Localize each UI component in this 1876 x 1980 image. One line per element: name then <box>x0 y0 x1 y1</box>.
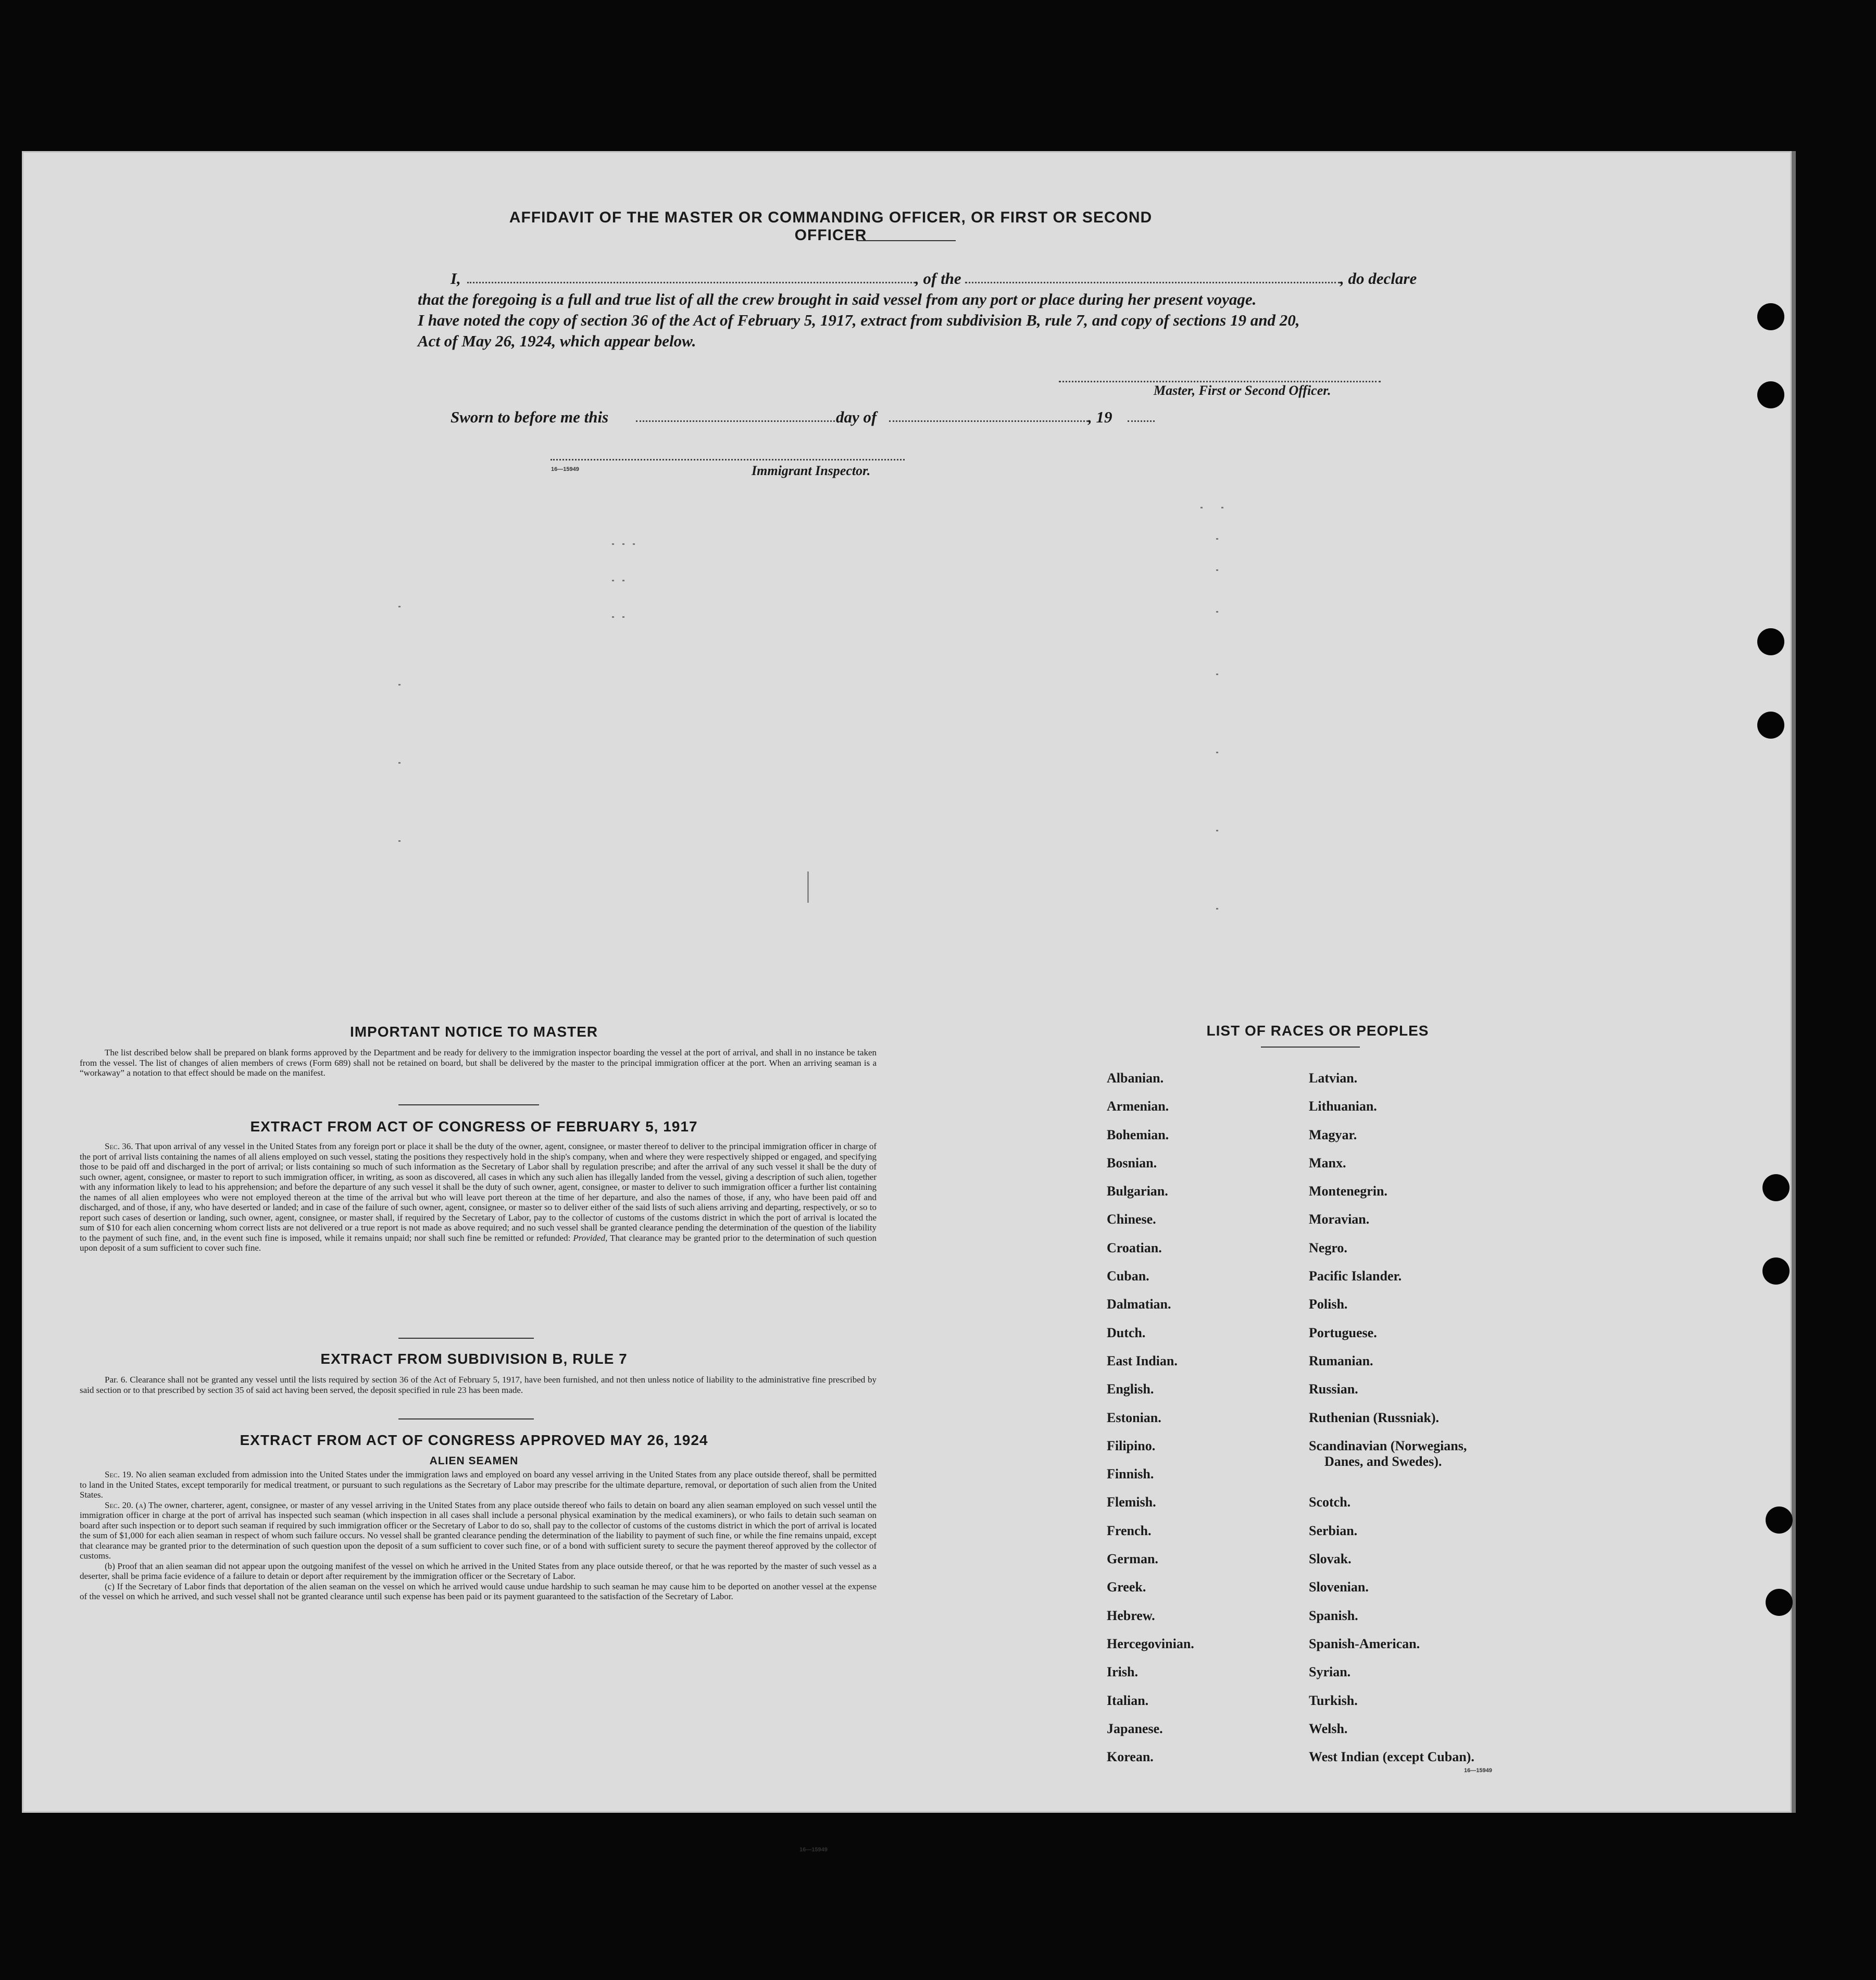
affidavit-line-2: that the foregoing is a full and true list of all the crew brought in said vessel from any port or place during her present voyage. <box>418 290 1257 308</box>
year-blank <box>1128 420 1155 422</box>
master-signature-line <box>1059 381 1381 382</box>
race-item: Negro. <box>1309 1240 1347 1255</box>
race-item: English. <box>1107 1381 1154 1397</box>
race-item: Montenegrin. <box>1309 1184 1387 1199</box>
race-item: Russian. <box>1309 1381 1358 1397</box>
affidavit-line-declare: , do declare <box>1340 269 1417 288</box>
vessel-blank <box>965 282 1340 283</box>
form-code: 16—15949 <box>551 466 579 472</box>
day-of-label: day of <box>836 408 877 426</box>
race-item: Lithuanian. <box>1309 1099 1377 1114</box>
race-item: Turkish. <box>1309 1692 1358 1708</box>
divider <box>398 1338 534 1339</box>
binder-hole <box>1757 712 1784 739</box>
race-item: Greek. <box>1107 1579 1146 1595</box>
race-item: Hebrew. <box>1107 1608 1155 1623</box>
race-item: Italian. <box>1107 1692 1149 1708</box>
races-underline <box>1261 1047 1360 1048</box>
race-item: Ruthenian (Russniak). <box>1309 1410 1439 1425</box>
manifest-sheet <box>22 151 1792 1853</box>
race-item: Polish. <box>1309 1297 1348 1312</box>
race-item: Spanish-American. <box>1309 1636 1420 1651</box>
races-heading: LIST OF RACES OR PEOPLES <box>1206 1023 1429 1039</box>
binder-hole <box>1766 1506 1793 1534</box>
race-item: Bosnian. <box>1107 1155 1157 1170</box>
rule-7-heading: EXTRACT FROM SUBDIVISION B, RULE 7 <box>320 1351 628 1367</box>
binder-hole <box>1762 1257 1790 1285</box>
affidavit-title: AFFIDAVIT OF THE MASTER OR COMMANDING OFFICER, OR FIRST OR SECOND OFFICER <box>509 209 1153 244</box>
sec-36-label: Sec. 36. <box>105 1141 133 1151</box>
race-item: Albanian. <box>1107 1070 1164 1086</box>
title-underline <box>857 240 956 241</box>
affidavit-line-i: I, <box>451 269 461 288</box>
race-item: Rumanian. <box>1309 1353 1373 1368</box>
race-item: East Indian. <box>1107 1353 1178 1368</box>
sworn-day-blank <box>636 420 835 422</box>
binder-hole <box>1762 1174 1790 1201</box>
race-item: Estonian. <box>1107 1410 1161 1425</box>
act-1924-heading: EXTRACT FROM ACT OF CONGRESS APPROVED MAY 26, 1924 <box>240 1432 708 1448</box>
race-item: Croatian. <box>1107 1240 1162 1255</box>
race-item: Cuban. <box>1107 1268 1149 1284</box>
race-item: Finnish. <box>1107 1466 1154 1482</box>
race-item: Spanish. <box>1309 1608 1358 1623</box>
act-1924-text: Sec. 19. No alien seaman excluded from admission into the United States under the immigration laws and employed on board any vessel arriving in the United States from any place outside thereof, shall be permitted to land in the United States, except temporarily for medical treatment, or pursuant to such regulations as the Secretary of Labor may prescribe for the ultimate departure, removal, or deportation of such alien from the United States. Sec. 20. (a) The owner, charterer, agent, consignee, or master of any vessel arriving in the United States from any place outside thereof who fails to detain on board any alien seaman employed on such vessel until the immigration officer in charge at the port of arrival has inspected such seaman (which inspection in all cases shall include a personal physical examination by the medical examiners), or who fails to detain such seaman on board after such inspection or to deport such seaman if required by such immigration officer or the Secretary of Labor to do so, shall pay to the collector of customs of the customs district in which the port of arrival is located the sum of $1,000 for each alien seaman in respect of whom such failure occurs. No vessel shall be granted clearance pending the determination of the liability to payment of such fine, or while the fine remains unpaid, except that clearance may be granted prior to the determination of such question upon the deposit of a sum sufficient to cover such fine, or of a bond with sufficient surety to secure the payment thereof approved by the collector of customs. (b) Proof that an alien seaman did not appear upon the outgoing manifest of the vessel on which he arrived in the United States from any place outside thereof, or that he was reported by the master of such vessel as a deserter, shall be prima facie evidence of a failure to detain or deport after requirement by the immigration officer or the Secretary of Labor. (c) If the Secretary of Labor finds that deportation of the alien seaman on the vessel on which he arrived would cause undue hardship to such seaman he may cause him to be deported on another vessel at the expense of the vessel on which he arrived, and such vessel shall not be granted clearance until such expense has been paid or its payment guaranteed to the satisfaction of the Secretary of Labor. <box>80 1470 877 1601</box>
sheet-edge <box>1792 151 1796 1813</box>
race-item: Scotch. <box>1309 1495 1351 1510</box>
binder-hole <box>1757 303 1784 330</box>
inspector-signature-line <box>551 459 905 460</box>
race-item: Manx. <box>1309 1155 1346 1170</box>
race-item: French. <box>1107 1523 1152 1538</box>
race-item: Slovenian. <box>1309 1579 1369 1595</box>
race-item: Scandinavian (Norwegians, Danes, and Swedes). <box>1309 1438 1467 1469</box>
binder-hole <box>1766 1589 1793 1616</box>
race-item: Japanese. <box>1107 1721 1163 1736</box>
race-item: Chinese. <box>1107 1212 1156 1227</box>
race-item: Moravian. <box>1309 1212 1370 1227</box>
race-item: Welsh. <box>1309 1721 1348 1736</box>
binder-hole <box>1757 628 1784 655</box>
rule-7-text: Par. 6. Clearance shall not be granted any vessel until the lists required by section 36 of the Act of February 5, 1917, have been furnished, and not then unless notice of liability to the administrative fine prescribed by said section or to that prescribed by section 35 of said act having been served, the deposit specified in rule 23 has been made. <box>80 1375 877 1395</box>
race-item: Filipino. <box>1107 1438 1156 1453</box>
act-1917-text: Sec. 36. That upon arrival of any vessel in the United States from any foreign port or place it shall be the duty of the owner, agent, consignee, or master thereof to deliver to the principal immigration officer in charge of the port of arrival lists containing the names of all aliens employed on such vessel, stating the positions they respectively hold in the ship's company, when and where they were respectively shipped or engaged, and specifying those to be paid off and discharged in the port of arrival; or lists containing so much of such information as the Secretary of Labor shall by regulation prescribe; and after the arrival of any such vessel it shall be the duty of such owner, agent, consignee, or master to report to such immigration officer, in writing, as soon as discovered, all cases in which any such alien has illegally landed from the vessel, giving a description of such alien, together with any information likely to lead to his apprehension; and before the departure of any such vessel it shall be the duty of such owner, agent, consignee, or master to deliver to such immigration officer a further list containing the names of all alien employees who were not employed thereon at the time of the arrival but who will leave port thereon at the time of her departure, and also the names of those, if any, who have been paid off and discharged, and of those, if any, who have deserted or landed; and in case of the failure of such owner, agent, consignee, or master so to deliver either of the said lists of such aliens arriving and departing, respectively, or so to report such cases of desertion or landing, such owner, agent, consignee, or master shall, if required by the Secretary of Labor, pay to the collector of customs of the customs district in which the port of arrival is located the sum of $10 for each alien concerning whom correct lists are not delivered or a true report is not made as above required; and no such vessel shall be granted clearance pending the determination of the question of the liability to the payment of such fine, and, in the event such fine is imposed, while it remains unpaid; nor shall such fine be remitted or refunded: Provided, That clearance may be granted prior to the determination of such question upon deposit of a sum sufficient to cover such fine. <box>80 1141 877 1253</box>
binder-hole <box>1757 381 1784 408</box>
affidavit-line-3: I have noted the copy of section 36 of the Act of February 5, 1917, extract from subdivision B, rule 7, and copy of sections 19 and 20, <box>418 311 1300 329</box>
year-label: , 19 <box>1088 408 1112 426</box>
race-item: Latvian. <box>1309 1070 1358 1086</box>
affidavit-line-4: Act of May 26, 1924, which appear below. <box>418 332 696 350</box>
act-1917-heading: EXTRACT FROM ACT OF CONGRESS OF FEBRUARY 5, 1917 <box>250 1118 698 1135</box>
race-item: Portuguese. <box>1309 1325 1377 1340</box>
alien-seamen-subheading: ALIEN SEAMEN <box>429 1455 519 1467</box>
race-item: Korean. <box>1107 1749 1154 1765</box>
race-item: German. <box>1107 1551 1158 1567</box>
race-item: Slovak. <box>1309 1551 1352 1567</box>
race-item: Serbian. <box>1309 1523 1358 1538</box>
race-item: Dalmatian. <box>1107 1297 1171 1312</box>
race-item: Dutch. <box>1107 1325 1146 1340</box>
name-blank <box>467 282 915 283</box>
notice-heading: IMPORTANT NOTICE TO MASTER <box>349 1024 598 1040</box>
divider <box>398 1104 539 1105</box>
month-blank <box>889 420 1088 422</box>
notice-text: The list described below shall be prepared on blank forms approved by the Department and be ready for delivery to the immigration inspector boarding the vessel at the port of arrival, and shall in no instance be taken from the vessel. The list of changes of alien members of crews (Form 689) shall not be retained on board, but shall be delivered by the master to the principal immigration officer at the port. When an arriving seaman is a “workaway” a notation to that effect should be made on the manifest. <box>80 1048 877 1078</box>
race-item: Armenian. <box>1107 1099 1169 1114</box>
affidavit-line-of-the: , of the <box>915 269 961 288</box>
form-code: 16—15949 <box>799 1847 828 1853</box>
form-code: 16—15949 <box>1464 1767 1492 1774</box>
races-left-column <box>1107 1070 1194 1777</box>
sworn-label: Sworn to before me this <box>451 408 609 426</box>
race-item: Hercegovinian. <box>1107 1636 1194 1651</box>
race-item: West Indian (except Cuban). <box>1309 1749 1474 1765</box>
race-item: Flemish. <box>1107 1495 1156 1510</box>
inspector-label: Immigrant Inspector. <box>752 463 871 478</box>
races-right-column <box>1309 1070 1528 1777</box>
race-item: Bohemian. <box>1107 1127 1169 1142</box>
race-item: Irish. <box>1107 1664 1138 1680</box>
race-item: Bulgarian. <box>1107 1184 1168 1199</box>
master-signature-label: Master, First or Second Officer. <box>1154 383 1331 398</box>
race-item: Syrian. <box>1309 1664 1351 1680</box>
divider <box>398 1418 534 1419</box>
race-item: Magyar. <box>1309 1127 1357 1142</box>
race-item: Pacific Islander. <box>1309 1268 1402 1284</box>
